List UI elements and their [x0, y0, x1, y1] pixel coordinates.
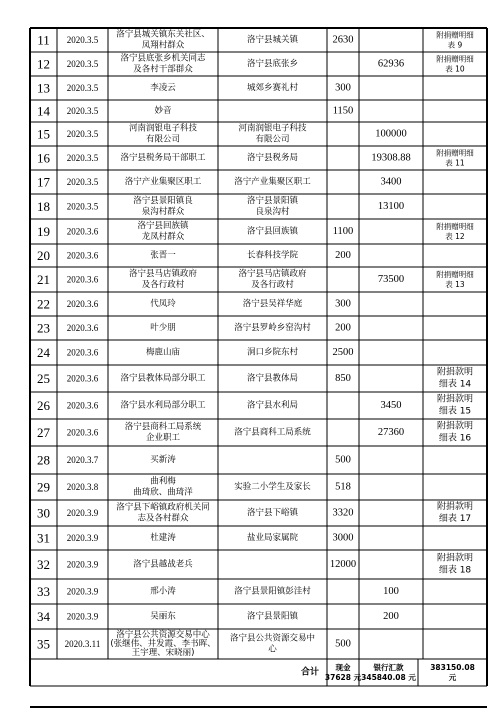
row-number: 30 — [37, 505, 50, 521]
row-number: 21 — [37, 272, 50, 287]
remark-note: 附捐赠明细 — [436, 270, 474, 279]
donor-name: 代凤玲 — [150, 299, 176, 309]
cash-amount: 3320 — [332, 507, 354, 519]
remark-note: 附捐赠明细 — [436, 148, 474, 158]
bank-amount: 13100 — [377, 201, 405, 212]
table-cells — [37, 29, 474, 659]
cash-amount: 500 — [335, 638, 351, 650]
remark-note: 表 11 — [445, 158, 465, 168]
row-number: 23 — [37, 320, 50, 336]
row-number: 27 — [37, 425, 50, 440]
donor-name: 买新涛 — [150, 455, 176, 465]
cash-amount: 2500 — [332, 347, 354, 358]
donor-unit: 长春科技学院 — [246, 250, 299, 261]
table-row — [37, 552, 473, 576]
donor-name: (张继伟、井发霞、李书晖、 — [110, 639, 216, 649]
donor-name: 洛宁县景阳镇良 — [133, 196, 193, 206]
donor-unit: 洛宁县回族镇 — [246, 226, 299, 237]
donor-unit: 盐业局家属院 — [246, 533, 299, 543]
row-number: 15 — [37, 126, 50, 142]
row-number: 35 — [37, 636, 50, 652]
donor-name: 志及各村群众 — [137, 513, 189, 524]
grand-total: 383150.08 — [430, 663, 475, 672]
donor-name: 曲利梅 — [150, 476, 176, 487]
donor-unit: 洛宁县商科工局系统 — [234, 427, 311, 438]
donation-date: 2020.3.9 — [66, 533, 99, 543]
bank-amount: 3450 — [380, 400, 402, 411]
donor-unit: 洛宁县水利局 — [246, 400, 299, 411]
donor-name: 吴丽东 — [150, 611, 176, 622]
donor-name: 洛宁县回族镇 — [137, 221, 189, 231]
remark-note: 表 9 — [447, 40, 463, 50]
table-row — [37, 393, 473, 417]
cash-amount: 200 — [335, 250, 351, 261]
remark-note: 附捐款明 — [436, 394, 474, 405]
cash-amount: 300 — [335, 298, 351, 310]
donation-date: 2020.3.5 — [66, 153, 99, 163]
donor-unit: 洛宁县景阳镇 — [246, 196, 299, 206]
donor-name: 曲琦欣、曲琦洋 — [133, 487, 193, 498]
table-row — [37, 366, 473, 390]
remark-note: 附捐款明 — [436, 421, 474, 432]
donor-name: 洛宁县水利局部分职工 — [120, 400, 206, 411]
row-number: 11 — [37, 32, 50, 48]
cash-amount: 300 — [335, 82, 351, 94]
remark-note: 表 10 — [445, 64, 465, 74]
donor-name: 龙凤村群众 — [141, 232, 185, 242]
donor-name: 邢小涛 — [150, 586, 176, 597]
donor-unit: 洛宁县城关镇 — [246, 35, 299, 45]
table-row — [37, 345, 354, 360]
donor-name: 河南润银电子科技 — [128, 123, 198, 134]
row-number: 18 — [37, 199, 50, 214]
donation-date: 2020.3.9 — [66, 559, 99, 570]
table-row — [37, 104, 353, 119]
donation-date: 2020.3.6 — [66, 427, 99, 438]
table-row — [37, 268, 474, 290]
donor-name: 叶少朋 — [150, 323, 176, 333]
donor-unit: 洛宁县教体局 — [246, 373, 299, 384]
donation-date: 2020.3.11 — [64, 639, 101, 649]
bank-total: 银行汇款 — [373, 663, 404, 672]
donor-name: 洛宁县商科工局系统 — [124, 422, 202, 432]
donor-name: 及各行政村 — [141, 280, 185, 290]
donation-date: 2020.3.9 — [66, 508, 99, 518]
table-row — [37, 248, 351, 263]
cash-total: 37628 元 — [324, 673, 362, 682]
table-row — [37, 500, 473, 524]
table-row — [37, 29, 474, 51]
donation-date: 2020.3.6 — [66, 400, 99, 411]
donor-unit: 良泉沟村 — [255, 207, 290, 217]
bank-amount: 62936 — [377, 58, 405, 70]
remark-note: 附捐赠明细 — [436, 222, 474, 231]
row-number: 31 — [37, 530, 50, 546]
donor-unit: 洛宁县公共资源交易中 — [229, 633, 316, 644]
donor-name: 泉沟村群众 — [141, 207, 185, 217]
donation-date: 2020.3.5 — [66, 106, 99, 116]
row-number: 32 — [37, 557, 50, 572]
remark-note: 表 12 — [445, 232, 465, 241]
donor-unit: 城郊乡赛礼村 — [246, 83, 299, 93]
donor-unit: 及各行政村 — [251, 280, 294, 290]
row-number: 13 — [37, 80, 50, 96]
donor-name: 凤翔村群众 — [141, 40, 185, 51]
donor-unit: 洛宁县下峪镇 — [246, 508, 299, 518]
row-number: 20 — [37, 248, 50, 263]
table-row — [37, 420, 473, 444]
remark-note: 细表 17 — [438, 514, 472, 524]
donation-date: 2020.3.5 — [66, 177, 99, 187]
donor-unit: 实验二小学生及家长 — [234, 482, 311, 492]
bank-amount: 200 — [383, 611, 399, 622]
row-number: 24 — [37, 345, 50, 360]
row-number: 33 — [37, 584, 50, 599]
donor-name: 杜建涛 — [150, 533, 176, 543]
donor-name: 洛宁县税务局干部职工 — [120, 153, 206, 163]
donor-unit: 洛宁县景阳镇彭洼村 — [234, 586, 311, 597]
donor-name: 妙音 — [154, 106, 172, 116]
table-row — [37, 195, 404, 217]
bank-amount: 3400 — [380, 176, 402, 188]
donor-unit: 洛宁产业集聚区职工 — [234, 177, 311, 187]
donation-date: 2020.3.6 — [66, 323, 99, 333]
donor-unit: 心 — [268, 644, 277, 655]
donor-unit: 洛宁县景阳镇 — [246, 611, 299, 622]
donor-name: 李凌云 — [150, 83, 176, 93]
remark-note: 附捐款明 — [436, 367, 474, 378]
row-number: 22 — [37, 296, 50, 312]
cash-amount: 3000 — [332, 532, 354, 544]
bank-amount: 27360 — [377, 427, 405, 438]
donation-date: 2020.3.5 — [66, 59, 99, 69]
table-row — [37, 123, 407, 145]
donor-name: 有限公司 — [145, 134, 181, 145]
cash-amount: 200 — [335, 322, 351, 334]
donor-name: 王宇理、宋晓丽) — [131, 648, 195, 658]
donor-unit: 河南润银电子科技 — [238, 123, 307, 134]
row-number: 19 — [37, 224, 50, 239]
cash-amount: 12000 — [329, 559, 357, 570]
donation-date: 2020.3.6 — [66, 274, 99, 285]
cash-amount: 850 — [335, 373, 351, 384]
row-number: 14 — [37, 103, 50, 119]
donation-date: 2020.3.5 — [66, 201, 99, 212]
donation-date: 2020.3.8 — [66, 482, 99, 492]
donation-date: 2020.3.6 — [66, 347, 99, 358]
donor-name: 及各村干部群众 — [133, 64, 193, 75]
remark-note: 细表 18 — [438, 565, 472, 576]
donation-date: 2020.3.6 — [66, 226, 99, 237]
bank-amount: 100000 — [375, 128, 407, 140]
donor-name: 洛宁县公共资源交易中心 — [116, 630, 210, 640]
remark-note: 细表 16 — [438, 433, 472, 444]
donor-name: 洛宁县底张乡机关同志 — [120, 53, 206, 64]
table-row — [37, 148, 474, 168]
table-row — [37, 81, 351, 96]
table-row — [37, 297, 351, 312]
table-row — [37, 453, 351, 468]
cash-amount: 518 — [335, 481, 351, 493]
donation-date: 2020.3.6 — [66, 299, 99, 309]
donor-name: 洛宁产业集聚区职工 — [124, 177, 202, 187]
bank-amount: 73500 — [377, 274, 405, 285]
donor-unit: 洛宁县吴祥华庭 — [242, 299, 303, 309]
cash-amount: 500 — [335, 454, 351, 466]
donor-unit: 洛宁县底张乡 — [246, 59, 299, 69]
row-number: 25 — [37, 371, 50, 386]
donation-date: 2020.3.6 — [66, 250, 99, 261]
donation-date: 2020.3.6 — [66, 373, 99, 384]
row-number: 17 — [37, 174, 50, 190]
donor-name: 企业职工 — [145, 433, 181, 443]
donor-name: 洛宁县教体局部分职工 — [120, 373, 206, 384]
donor-name: 洛宁县马店镇政府 — [128, 269, 198, 279]
row-number: 34 — [37, 609, 50, 624]
remark-note: 附捐款明 — [436, 553, 474, 564]
table-row — [37, 629, 351, 658]
row-number: 12 — [37, 56, 50, 72]
remark-note: 附捐款明 — [436, 502, 474, 512]
table-row — [37, 220, 474, 242]
donation-date: 2020.3.5 — [66, 129, 99, 139]
donation-date: 2020.3.5 — [66, 83, 99, 93]
bank-amount: 100 — [383, 586, 399, 597]
cash-amount: 1150 — [332, 105, 354, 117]
remark-note: 表 13 — [445, 280, 465, 289]
remark-note: 附捐赠明细 — [436, 54, 474, 64]
table-row — [37, 476, 351, 498]
donor-unit: 洛宁县税务局 — [246, 153, 299, 163]
donor-name: 洛宁县越战老兵 — [133, 559, 193, 570]
cash-total: 现金 — [335, 663, 351, 672]
donor-name: 洛宁县城关镇东关社区、 — [116, 29, 210, 40]
row-number: 16 — [37, 150, 50, 166]
donor-unit: 有限公司 — [255, 134, 290, 145]
donation-date: 2020.3.9 — [66, 586, 99, 597]
table-row — [37, 531, 354, 546]
row-number: 29 — [37, 479, 50, 495]
donation-date: 2020.3.5 — [66, 35, 99, 45]
donation-date: 2020.3.9 — [66, 611, 99, 622]
grand-total: 元 — [448, 673, 457, 682]
remark-note: 细表 14 — [438, 379, 472, 390]
row-number: 26 — [37, 398, 50, 413]
table-row — [37, 175, 402, 190]
total-label: 合计 — [300, 667, 320, 678]
donor-unit: 洛宁县罗岭乡窑沟村 — [234, 323, 311, 333]
donor-name: 张晋一 — [150, 250, 176, 261]
donor-unit: 洞口乡院东村 — [246, 347, 299, 358]
table-row — [37, 53, 474, 75]
donor-name: 梅鹿山庙 — [145, 347, 181, 358]
remark-note: 细表 15 — [438, 406, 472, 417]
donation-date: 2020.3.7 — [66, 455, 99, 465]
donor-name: 洛宁县下峪镇政府机关同 — [116, 502, 210, 513]
cash-amount: 1100 — [332, 226, 354, 237]
remark-note: 附捐赠明细 — [436, 30, 474, 40]
bank-amount: 19308.88 — [371, 152, 411, 164]
donor-unit: 洛宁县马店镇政府 — [238, 269, 307, 279]
row-number: 28 — [37, 452, 50, 468]
cash-amount: 2630 — [332, 34, 354, 46]
table-row — [37, 321, 351, 336]
bank-total: 345840.08 元 — [361, 673, 416, 682]
